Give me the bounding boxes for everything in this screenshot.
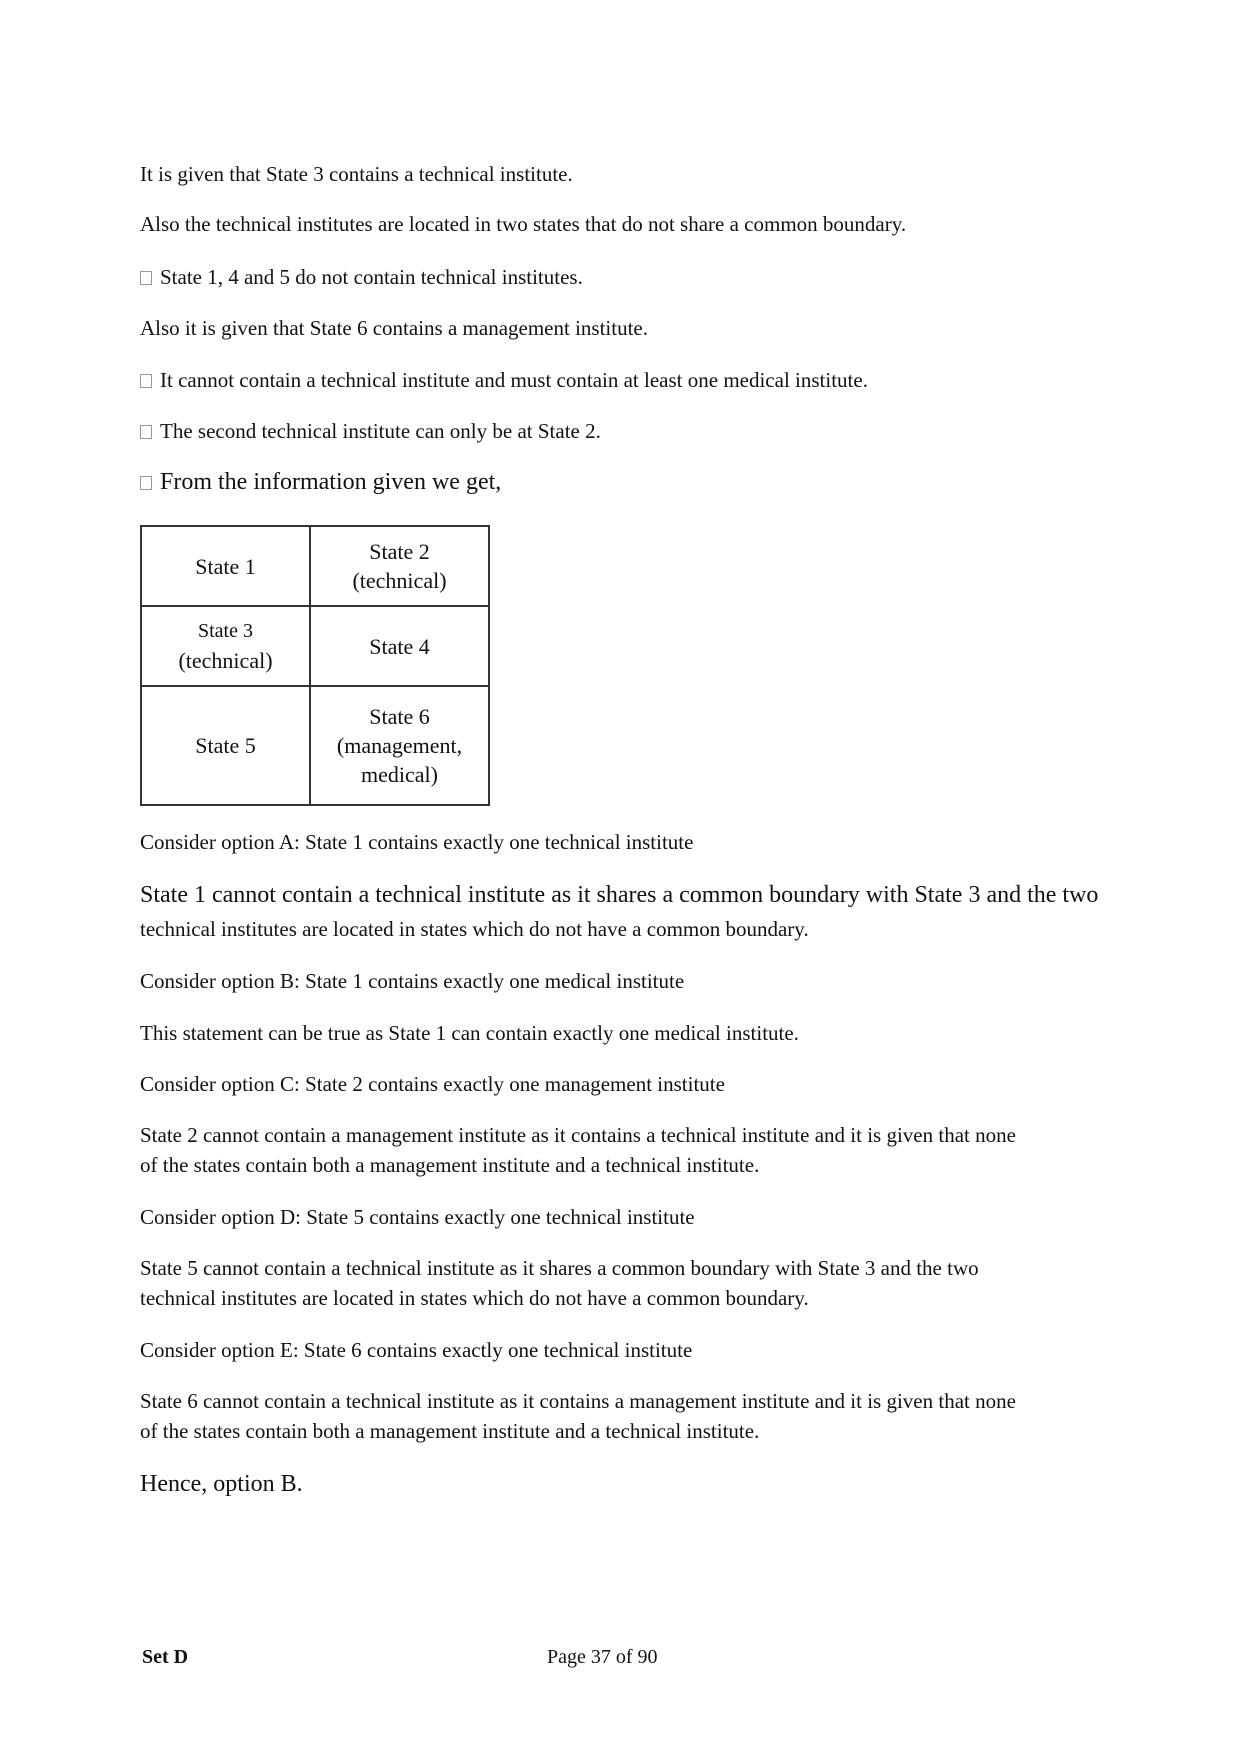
option-e-heading: Consider option E: State 6 contains exactly one technical institute <box>140 1338 693 1362</box>
grid-row <box>141 606 489 686</box>
cell-state-4: State 4 <box>310 606 489 686</box>
cell-state-6: State 6 (management, medical) <box>310 686 489 805</box>
option-a-explanation-line1: State 1 cannot contain a technical institute as it shares a common boundary with State 3 and the two <box>140 882 1099 908</box>
bullet-symbol-icon <box>140 374 152 388</box>
option-b-explanation: This statement can be true as State 1 can contain exactly one medical institute. <box>140 1021 799 1045</box>
state-grid <box>140 525 488 806</box>
line-states-1-4-5-text: State 1, 4 and 5 do not contain technical institutes. <box>160 265 583 289</box>
line-from-information <box>140 467 501 497</box>
option-c-explanation-line2: of the states contain both a management institute and a technical institute. <box>140 1153 760 1177</box>
option-a-heading: Consider option A: State 1 contains exactly one technical institute <box>140 830 694 854</box>
conclusion: Hence, option B. <box>140 1471 303 1497</box>
option-d-heading: Consider option D: State 5 contains exactly one technical institute <box>140 1205 695 1229</box>
line-state3-technical: It is given that State 3 contains a technical institute. <box>140 162 573 186</box>
line-states-1-4-5 <box>140 262 583 292</box>
cell-state-1: State 1 <box>141 526 310 606</box>
line-state6-constraints-text: It cannot contain a technical institute and must contain at least one medical institute. <box>160 368 868 392</box>
bullet-symbol-icon <box>140 425 152 439</box>
option-d-explanation-line1: State 5 cannot contain a technical institute as it shares a common boundary with State 3 and the two <box>140 1256 979 1280</box>
footer-set-label: Set D <box>142 1646 189 1668</box>
line-second-technical-text: The second technical institute can only be at State 2. <box>160 419 601 443</box>
footer-page-number: Page 37 of 90 <box>547 1646 658 1668</box>
option-e-explanation-line1: State 6 cannot contain a technical institute as it contains a management institute and it is given that none <box>140 1389 1016 1413</box>
line-state6-management: Also it is given that State 6 contains a management institute. <box>140 316 648 340</box>
option-e-explanation-line2: of the states contain both a management institute and a technical institute. <box>140 1419 760 1443</box>
cell-state-5: State 5 <box>141 686 310 805</box>
option-c-heading: Consider option C: State 2 contains exactly one management institute <box>140 1072 725 1096</box>
cell-state-2: State 2 (technical) <box>310 526 489 606</box>
bullet-symbol-icon <box>140 476 152 490</box>
line-from-information-text: From the information given we get, <box>160 469 502 495</box>
state-grid-table <box>140 525 490 806</box>
option-b-heading: Consider option B: State 1 contains exactly one medical institute <box>140 969 685 993</box>
grid-row <box>141 526 489 606</box>
option-c-explanation-line1: State 2 cannot contain a management institute as it contains a technical institute and it is given that none <box>140 1123 1016 1147</box>
bullet-symbol-icon <box>140 271 152 285</box>
option-d-explanation-line2: technical institutes are located in states which do not have a common boundary. <box>140 1286 809 1310</box>
line-no-common-boundary: Also the technical institutes are located in two states that do not share a common boundary. <box>140 212 907 236</box>
line-second-technical <box>140 416 601 446</box>
line-state6-constraints <box>140 365 868 395</box>
grid-row <box>141 686 489 805</box>
cell-state-3: State 3 (technical) <box>141 606 310 686</box>
option-a-explanation-line2: technical institutes are located in states which do not have a common boundary. <box>140 917 809 941</box>
